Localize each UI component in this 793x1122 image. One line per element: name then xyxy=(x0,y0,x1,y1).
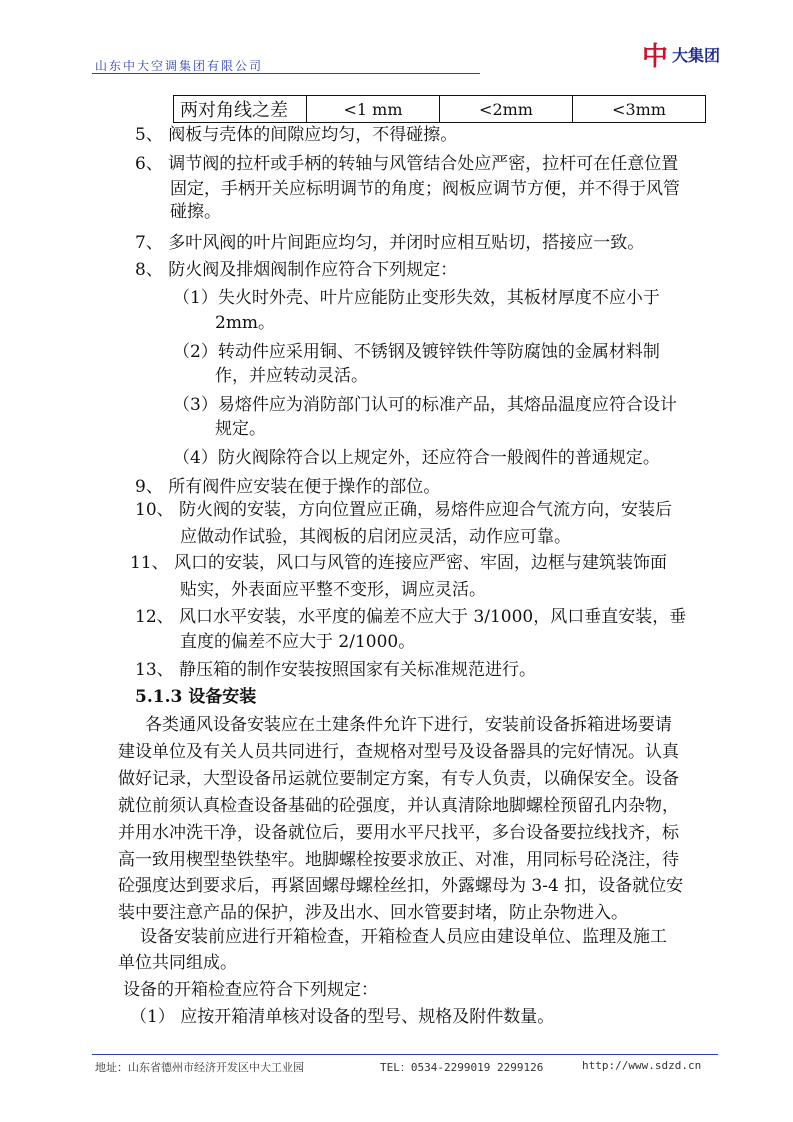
text-line: 8、 防火阀及排烟阀制作应符合下列规定： xyxy=(135,260,458,280)
text-line: 固定，手柄开关应标明调节的角度；阀板应调节方便，并不得于风管 xyxy=(170,179,680,199)
text-line: 各类通风设备安装应在土建条件允许下进行，安装前设备拆箱进场要请 xyxy=(145,715,672,735)
table-cell: <1 mm xyxy=(307,96,440,123)
text-line: 规定。 xyxy=(215,419,266,439)
text-line: 11、 风口的安装，风口与风管的连接应严密、牢固，边框与建筑装饰面 xyxy=(130,553,668,573)
text-line: 贴实，外表面应平整不变形，调应灵活。 xyxy=(180,580,486,600)
logo-text: 大集团 xyxy=(672,46,721,65)
text-line: 并用水冲洗干净，设备就位后，要用水平尺找平，多台设备要拉线找齐，标 xyxy=(118,823,679,843)
footer-url: http://www.sdzd.cn xyxy=(582,1059,702,1072)
text-line: 设备安装前应进行开箱检查，开箱检查人员应由建设单位、监理及施工 xyxy=(140,927,667,947)
header-divider xyxy=(92,73,480,74)
text-line: 单位共同组成。 xyxy=(118,953,237,973)
text-line: （1） 应按开箱清单核对设备的型号、规格及附件数量。 xyxy=(130,1007,555,1027)
company-logo xyxy=(642,36,720,73)
text-line: 碰擦。 xyxy=(170,202,221,222)
table-cell: <2mm xyxy=(440,96,573,123)
text-line: 13、 静压箱的制作安装按照国家有关标准规范进行。 xyxy=(135,660,537,680)
text-line: 建设单位及有关人员共同进行，查规格对型号及设备器具的完好情况。认真 xyxy=(118,742,679,762)
footer-divider xyxy=(92,1054,718,1055)
text-line: （3）易熔件应为消防部门认可的标准产品，其熔品温度应符合设计 xyxy=(173,395,677,415)
text-line: 10、 防火阀的安装，方向位置应正确，易熔件应迎合气流方向，安装后 xyxy=(135,500,673,520)
header-company: 山东中大空调集团有限公司 xyxy=(95,59,264,73)
table-cell: <3mm xyxy=(573,96,706,123)
text-line: 2mm。 xyxy=(215,313,276,333)
text-line: 作，并应转动灵活。 xyxy=(215,366,368,386)
text-line: 设备的开箱检查应符合下列规定： xyxy=(123,980,378,1000)
text-line: 9、 所有阀件应安装在便于操作的部位。 xyxy=(135,477,441,497)
text-line: 就位前须认真检查设备基础的砼强度，并认真清除地脚螺栓预留孔内杂物， xyxy=(118,796,679,816)
text-line: 12、 风口水平安装，水平度的偏差不应大于 3/1000，风口垂直安装，垂 xyxy=(135,607,687,627)
table-row xyxy=(174,96,706,123)
text-line: 装中要注意产品的保护，涉及出水、回水管要封堵，防止杂物进入。 xyxy=(118,903,628,923)
tolerance-table xyxy=(173,95,706,123)
text-line: 做好记录，大型设备吊运就位要制定方案，有专人负责，以确保安全。设备 xyxy=(118,769,679,789)
text-line: 砼强度达到要求后，再紧固螺母螺栓丝扣，外露螺母为 3-4 扣，设备就位安 xyxy=(118,876,684,896)
text-line: 高一致用楔型垫铁垫牢。地脚螺栓按要求放正、对准，用同标号砼浇注，待 xyxy=(118,850,679,870)
section-heading: 5.1.3 设备安装 xyxy=(135,687,257,707)
text-line: （4）防火阀除符合以上规定外，还应符合一般阀件的普通规定。 xyxy=(173,448,660,468)
text-line: 5、 阀板与壳体的间隙应均匀，不得碰擦。 xyxy=(135,125,458,145)
text-line: 6、 调节阀的拉杆或手柄的转轴与风管结合处应严密，拉杆可在任意位置 xyxy=(135,154,679,174)
text-line: 直度的偏差不应大于 2/1000。 xyxy=(180,632,416,652)
footer-address: 地址：山东省德州市经济开发区中大工业园 xyxy=(95,1061,304,1074)
logo-mark: 中 xyxy=(642,42,669,72)
text-line: （1）失火时外壳、叶片应能防止变形失效，其板材厚度不应小于 xyxy=(173,288,660,308)
text-line: 7、 多叶风阀的叶片间距应均匀，并闭时应相互贴切，搭接应一致。 xyxy=(135,233,645,253)
footer-tel: TEL：0534-2299019 2299126 xyxy=(380,1061,544,1074)
text-line: 应做动作试验，其阀板的启闭应灵活，动作应可靠。 xyxy=(180,527,571,547)
table-cell: 两对角线之差 xyxy=(174,96,307,123)
text-line: （2）转动件应采用铜、不锈钢及镀锌铁件等防腐蚀的金属材料制 xyxy=(173,342,660,362)
